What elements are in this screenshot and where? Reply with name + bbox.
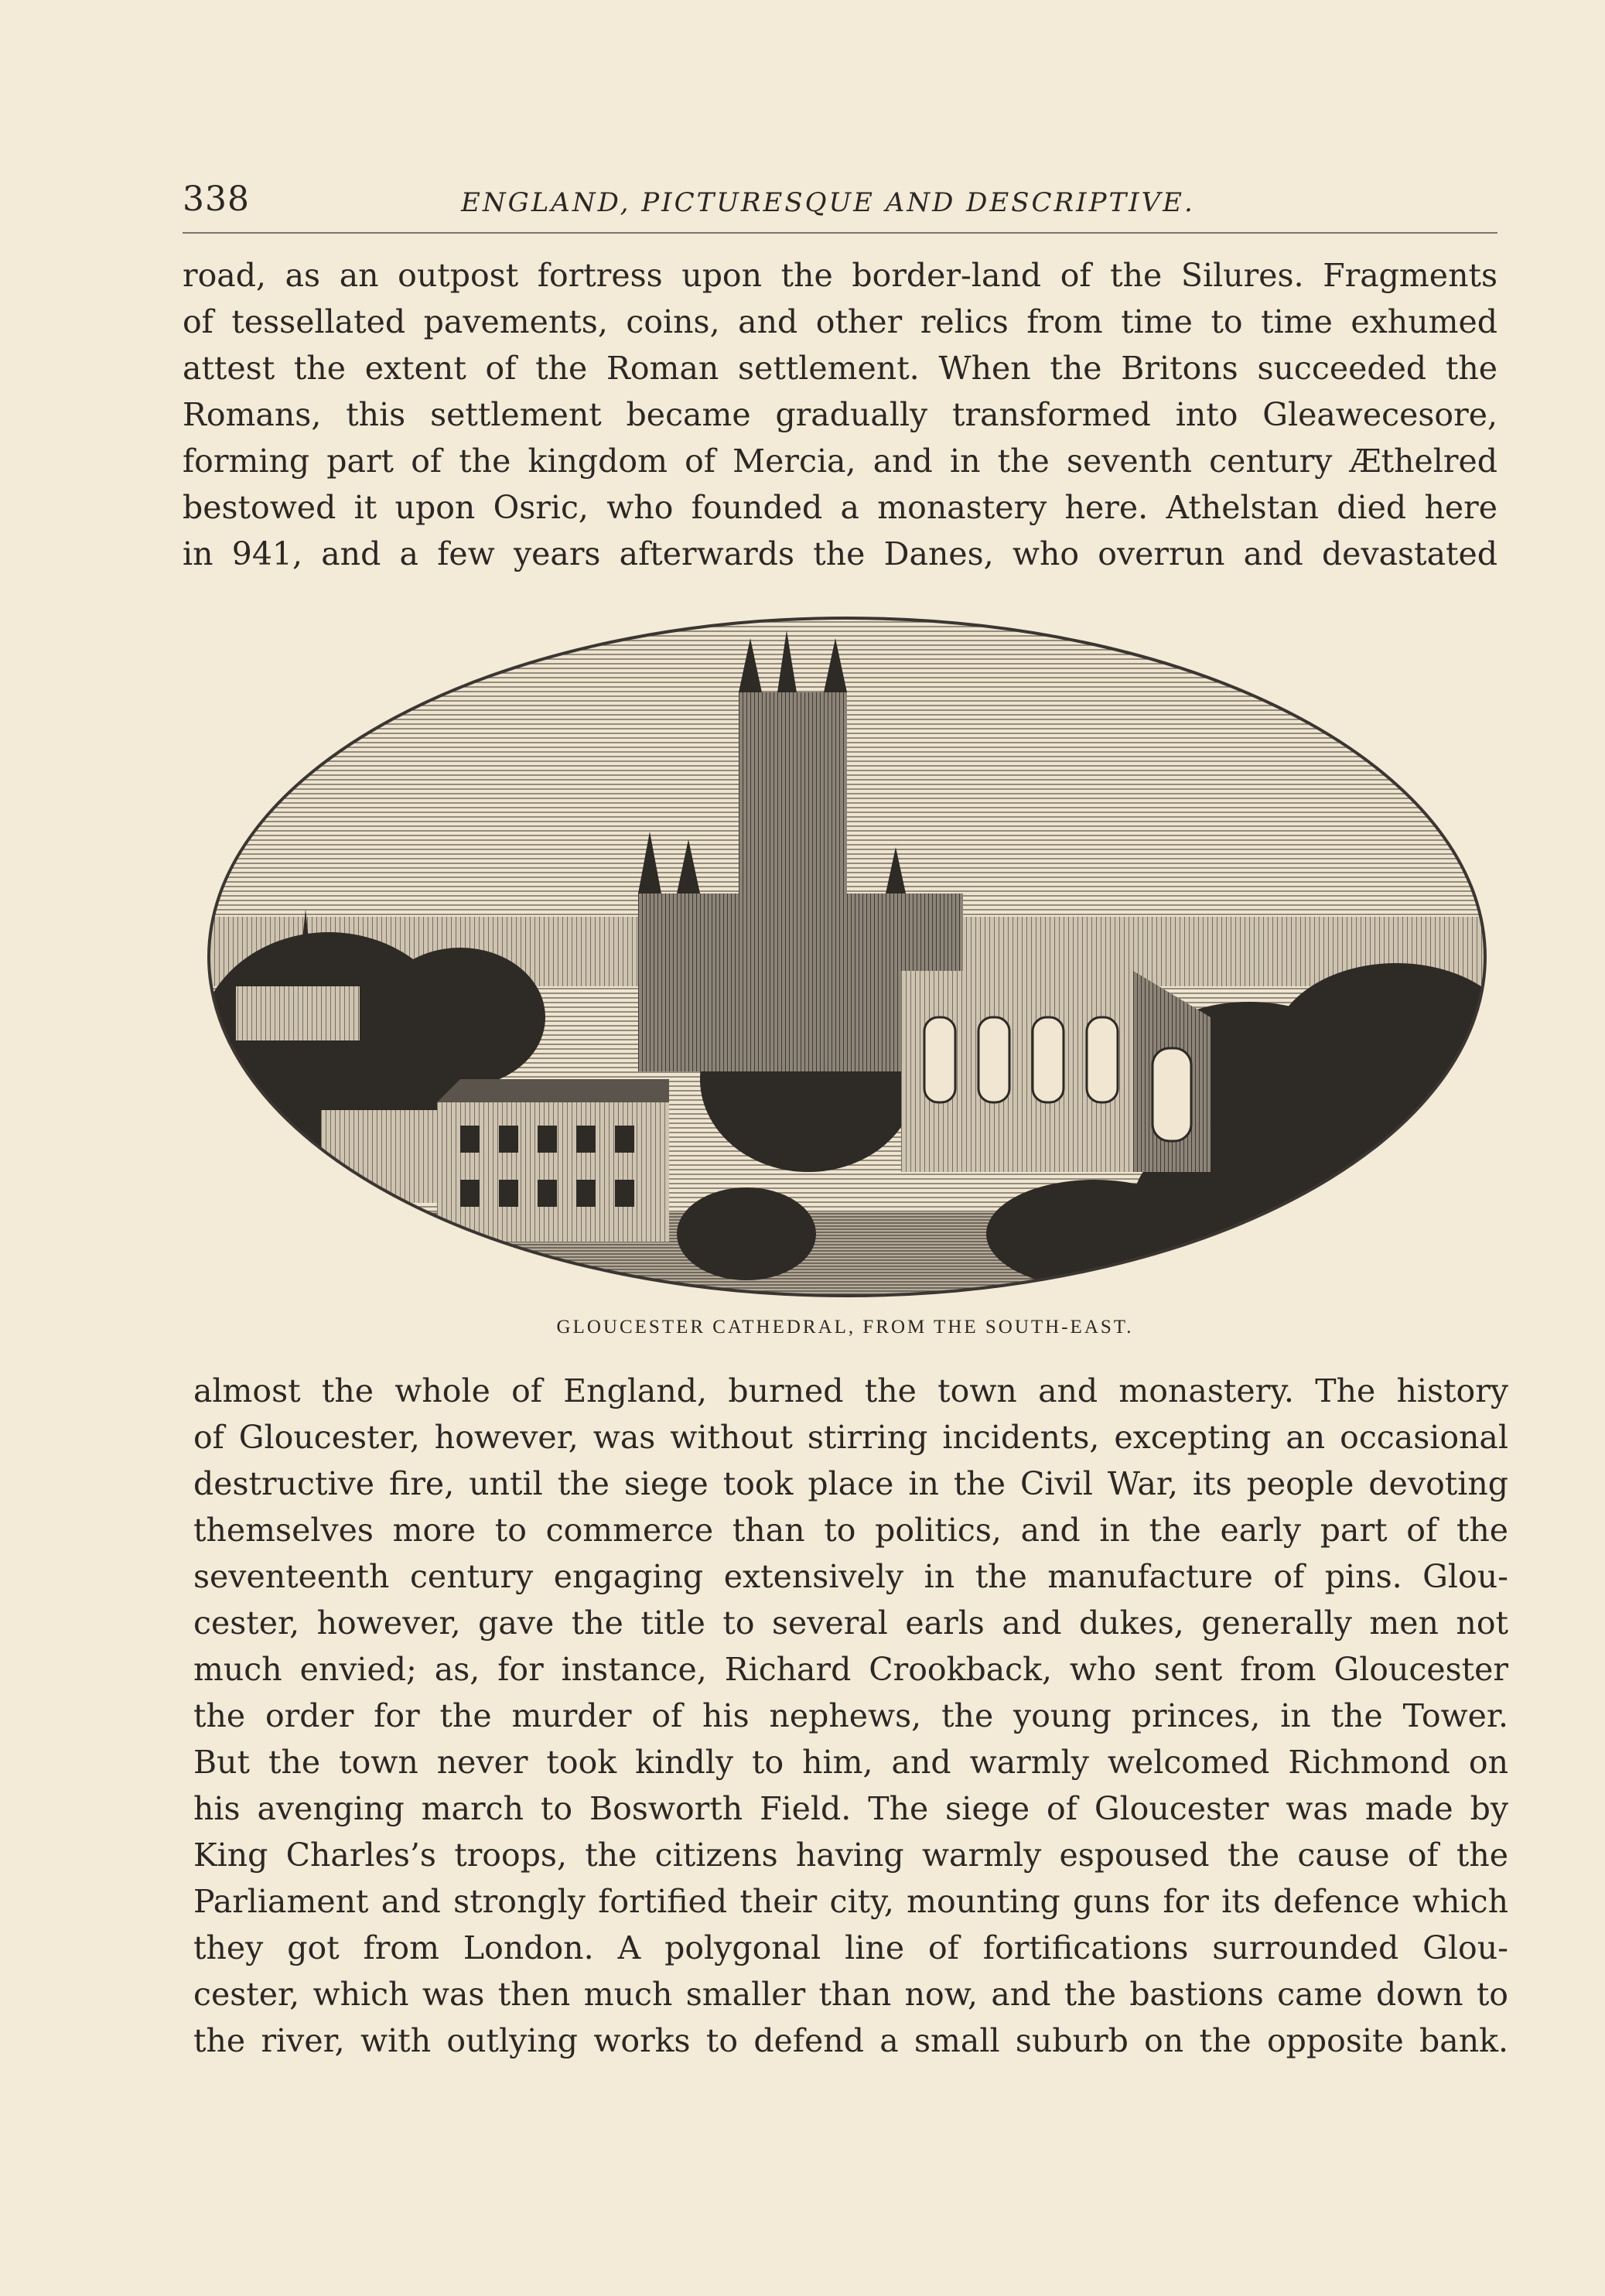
text-line: almost the whole of England, burned the town and monastery. The history	[193, 1372, 1508, 1409]
text-line: of tessellated pavements, coins, and other relics from time to time exhumed	[183, 303, 1497, 340]
text-line: King Charles’s troops, the citizens having warmly espoused the cause of the	[193, 1836, 1508, 1874]
text-line: the river, with outlying works to defend a small suburb on the opposite bank.	[193, 2022, 1508, 2059]
text-line: of Gloucester, however, was without stirring incidents, excepting an occasional	[193, 1419, 1508, 1456]
text-line: Parliament and strongly fortified their city, mounting guns for its defence which	[193, 1883, 1508, 1920]
text-line: Romans, this settlement became gradually transformed into Gleawecesore,	[183, 396, 1497, 433]
page-number: 338	[183, 179, 250, 219]
running-title: ENGLAND, PICTURESQUE AND DESCRIPTIVE.	[461, 187, 1195, 218]
text-line: his avenging march to Bosworth Field. The siege of Gloucester was made by	[193, 1790, 1508, 1827]
text-line: seventeenth century engaging extensively in the manufacture of pins. Glou-	[193, 1558, 1508, 1595]
figure-caption: GLOUCESTER CATHEDRAL, FROM THE SOUTH-EAST.	[556, 1317, 1134, 1338]
page-header	[183, 179, 1497, 226]
text-line: attest the extent of the Roman settlement. When the Britons succeeded the	[183, 350, 1497, 387]
text-line: much envied; as, for instance, Richard Crookback, who sent from Gloucester	[193, 1651, 1508, 1688]
text-line: destructive fire, until the siege took place in the Civil War, its people devoting	[193, 1465, 1508, 1502]
text-line: bestowed it upon Osric, who founded a monastery here. Athelstan died here	[183, 489, 1497, 526]
text-line: the order for the murder of his nephews, the young princes, in the Tower.	[193, 1697, 1508, 1734]
top-paragraph	[183, 252, 1497, 577]
text-line: themselves more to commerce than to politics, and in the early part of the	[193, 1512, 1508, 1549]
text-line: cester, however, gave the title to several earls and dukes, generally men not	[193, 1604, 1508, 1642]
text-line: road, as an outpost fortress upon the border-land of the Silures. Fragments	[183, 257, 1497, 294]
text-line: cester, which was then much smaller than now, and the bastions came down to	[193, 1976, 1508, 2013]
text-line: in 941, and a few years afterwards the Danes, who overrun and devastated	[183, 535, 1497, 572]
cathedral-engraving	[205, 615, 1489, 1300]
text-line: they got from London. A polygonal line of fortifications surrounded Glou-	[193, 1929, 1508, 1966]
bottom-paragraph	[193, 1368, 1508, 2064]
text-line: forming part of the kingdom of Mercia, and in the seventh century Æthelred	[183, 442, 1497, 480]
text-line: But the town never took kindly to him, and warmly welcomed Richmond on	[193, 1744, 1508, 1781]
header-rule	[183, 232, 1497, 234]
